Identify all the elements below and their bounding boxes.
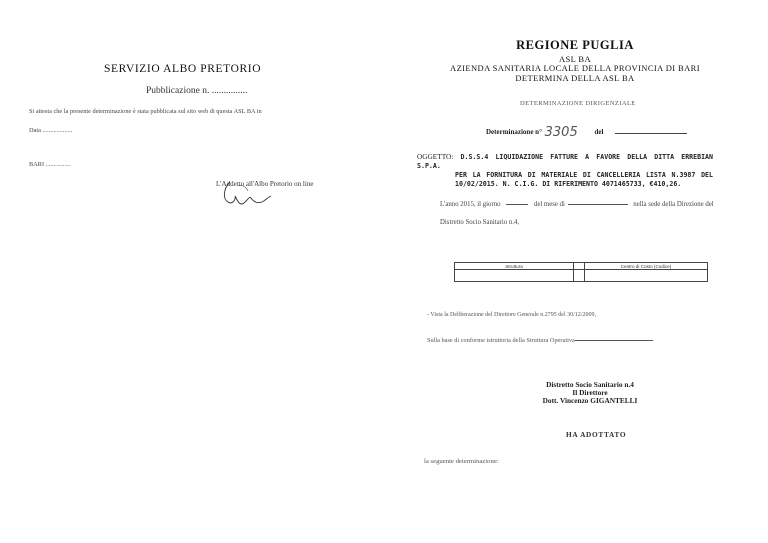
anno-line [440, 201, 714, 208]
oggetto-line-2: PER LA FORNITURA DI MATERIALE DI CANCELLERIA LISTA N.3987 DEL [455, 171, 713, 179]
determina-label: DETERMINA DELLA ASL BA [515, 73, 635, 83]
sulla-line [427, 337, 653, 344]
anno-suffix: nella sede della Direzione del [633, 201, 714, 208]
pubblicazione-line: Pubblicazione n. ............... [146, 86, 248, 96]
addetto-label: L'Addetto all'Albo Pretorio on line [216, 180, 314, 188]
determinazione-number-row [486, 125, 687, 140]
sulla-text: Sulla base di conforme istruttoria della Struttura Operativa [427, 337, 575, 344]
date-blank-line [615, 133, 687, 134]
azienda-label: AZIENDA SANITARIA LOCALE DELLA PROVINCIA DI BARI [450, 63, 700, 73]
centro-costo-cell [585, 270, 708, 282]
del-label: del [594, 128, 604, 136]
seguente-determinazione: la seguente determinazione: [424, 458, 499, 465]
oggetto-label: OGGETTO: [417, 152, 454, 161]
firma-ruolo: Il Direttore [572, 388, 608, 397]
data-line: Data ................... [29, 127, 73, 134]
struttura-header: Struttura [455, 263, 574, 270]
mese-blank [568, 204, 628, 205]
albo-title: SERVIZIO ALBO PRETORIO [104, 63, 262, 75]
anno-prefix: L'anno 2015, il giorno [440, 201, 501, 208]
bari-line: BARI ................ [29, 161, 71, 168]
determinazione-number: 3305 [544, 125, 578, 140]
oggetto-block [417, 152, 713, 189]
giorno-blank [506, 204, 528, 205]
attesta-text: Si attesta che la presente determinazione è stata pubblicata sul sito web di questa ASL BA in [29, 108, 262, 115]
ha-adottato: HA ADOTTATO [566, 430, 627, 439]
handwritten-signature [218, 178, 278, 212]
region-title: REGIONE PUGLIA [516, 38, 634, 52]
anno-mese: del mese di [533, 201, 565, 208]
firma-distretto: Distretto Socio Sanitario n.4 [546, 380, 634, 389]
oggetto-line-3: 10/02/2015. N. C.I.G. DI RIFERIMENTO 4071465733, €410,26. [455, 180, 682, 188]
determinazione-label: Determinazione n° [486, 128, 542, 136]
firma-nome: Dott. Vincenzo GIGANTELLI [542, 396, 638, 405]
struttura-table [454, 262, 708, 282]
distretto-line: Distretto Socio Sanitario n.4, [440, 219, 520, 226]
determinazione-dirigenziale: DETERMINAZIONE DIRIGENZIALE [520, 100, 636, 107]
struttura-cell [455, 270, 574, 282]
oggetto-line-1: D.S.S.4 LIQUIDAZIONE FATTURE A FAVORE DELLA DITTA ERREBIAN S.P.A. [417, 153, 713, 170]
centro-costo-header: Centro di Costo (Codice) [585, 263, 708, 270]
vista-line: - Vista la Deliberazione del Direttore Generale n.2795 del 30/12/2009, [427, 312, 596, 318]
struttura-blank [575, 340, 653, 341]
asl-label: ASL BA [558, 54, 592, 64]
